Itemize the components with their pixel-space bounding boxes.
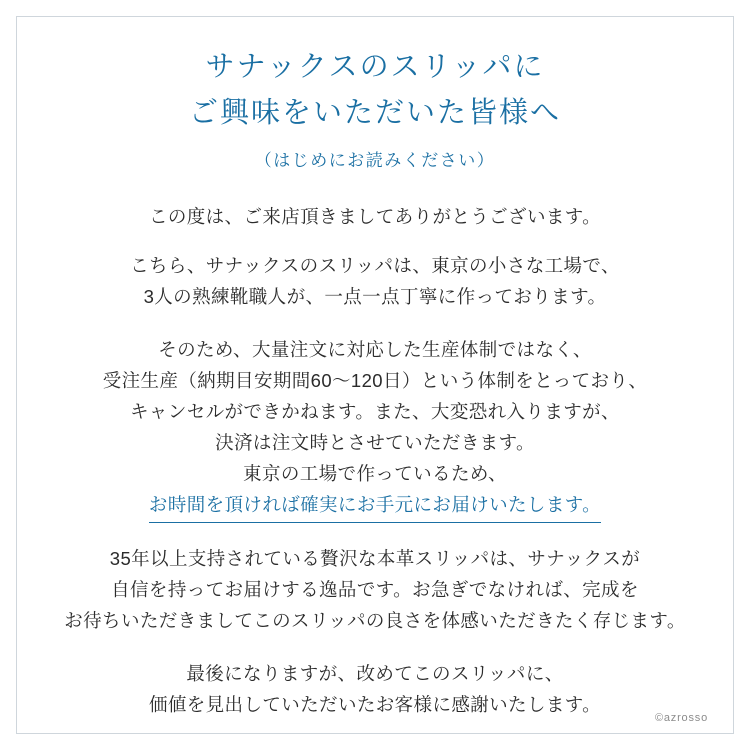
page-title-line-2: ご興味をいただいた皆様へ <box>188 97 561 129</box>
paragraph-line: 35年以上支持されている贅沢な本革スリッパは、サナックスが <box>109 548 641 569</box>
paragraph-line: お待ちいただきましてこのスリッパの良さを体感いただきたく存じます。 <box>64 610 686 631</box>
paragraph-line: 東京の工場で作っているため、 <box>243 463 507 484</box>
paragraph-line: こちら、サナックスのスリッパは、東京の小さな工場で、 <box>130 255 620 276</box>
paragraph-production-policy <box>103 334 647 523</box>
paragraph-line: 3人の熟練靴職人が、一点一点丁寧に作っております。 <box>143 286 607 307</box>
paragraph-line: 最後になりますが、改めてこのスリッパに、 <box>186 663 564 684</box>
paragraph-greeting <box>149 201 601 232</box>
paragraph-quality <box>64 543 685 636</box>
paragraph-about-makers <box>130 250 620 312</box>
highlighted-statement <box>103 489 647 523</box>
paragraph-line: そのため、大量注文に対応した生産体制ではなく、 <box>158 339 592 360</box>
highlighted-text: お時間を頂ければ確実にお手元にお届けいたします。 <box>149 489 601 523</box>
paragraph-line: キャンセルができかねます。また、大変恐れ入りますが、 <box>130 401 620 422</box>
paragraph-line: 自信を持ってお届けする逸品です。お急ぎでなければ、完成を <box>111 579 639 600</box>
page-title <box>189 44 561 136</box>
copyright-credit: ©azrosso <box>654 712 708 724</box>
paragraph-closing <box>149 658 601 720</box>
paragraph-line: 受注生産（納期目安期間60〜120日）という体制をとっており、 <box>102 370 648 391</box>
page-subtitle: （はじめにお読みください） <box>254 151 496 170</box>
page-title-line-1: サナックスのスリッパに <box>205 51 545 83</box>
paragraph-line: この度は、ご来店頂きましてありがとうございます。 <box>148 206 602 227</box>
paragraph-line: 価値を見出していただいたお客様に感謝いたします。 <box>148 694 602 715</box>
paragraph-line: 決済は注文時とさせていただきます。 <box>215 432 535 453</box>
